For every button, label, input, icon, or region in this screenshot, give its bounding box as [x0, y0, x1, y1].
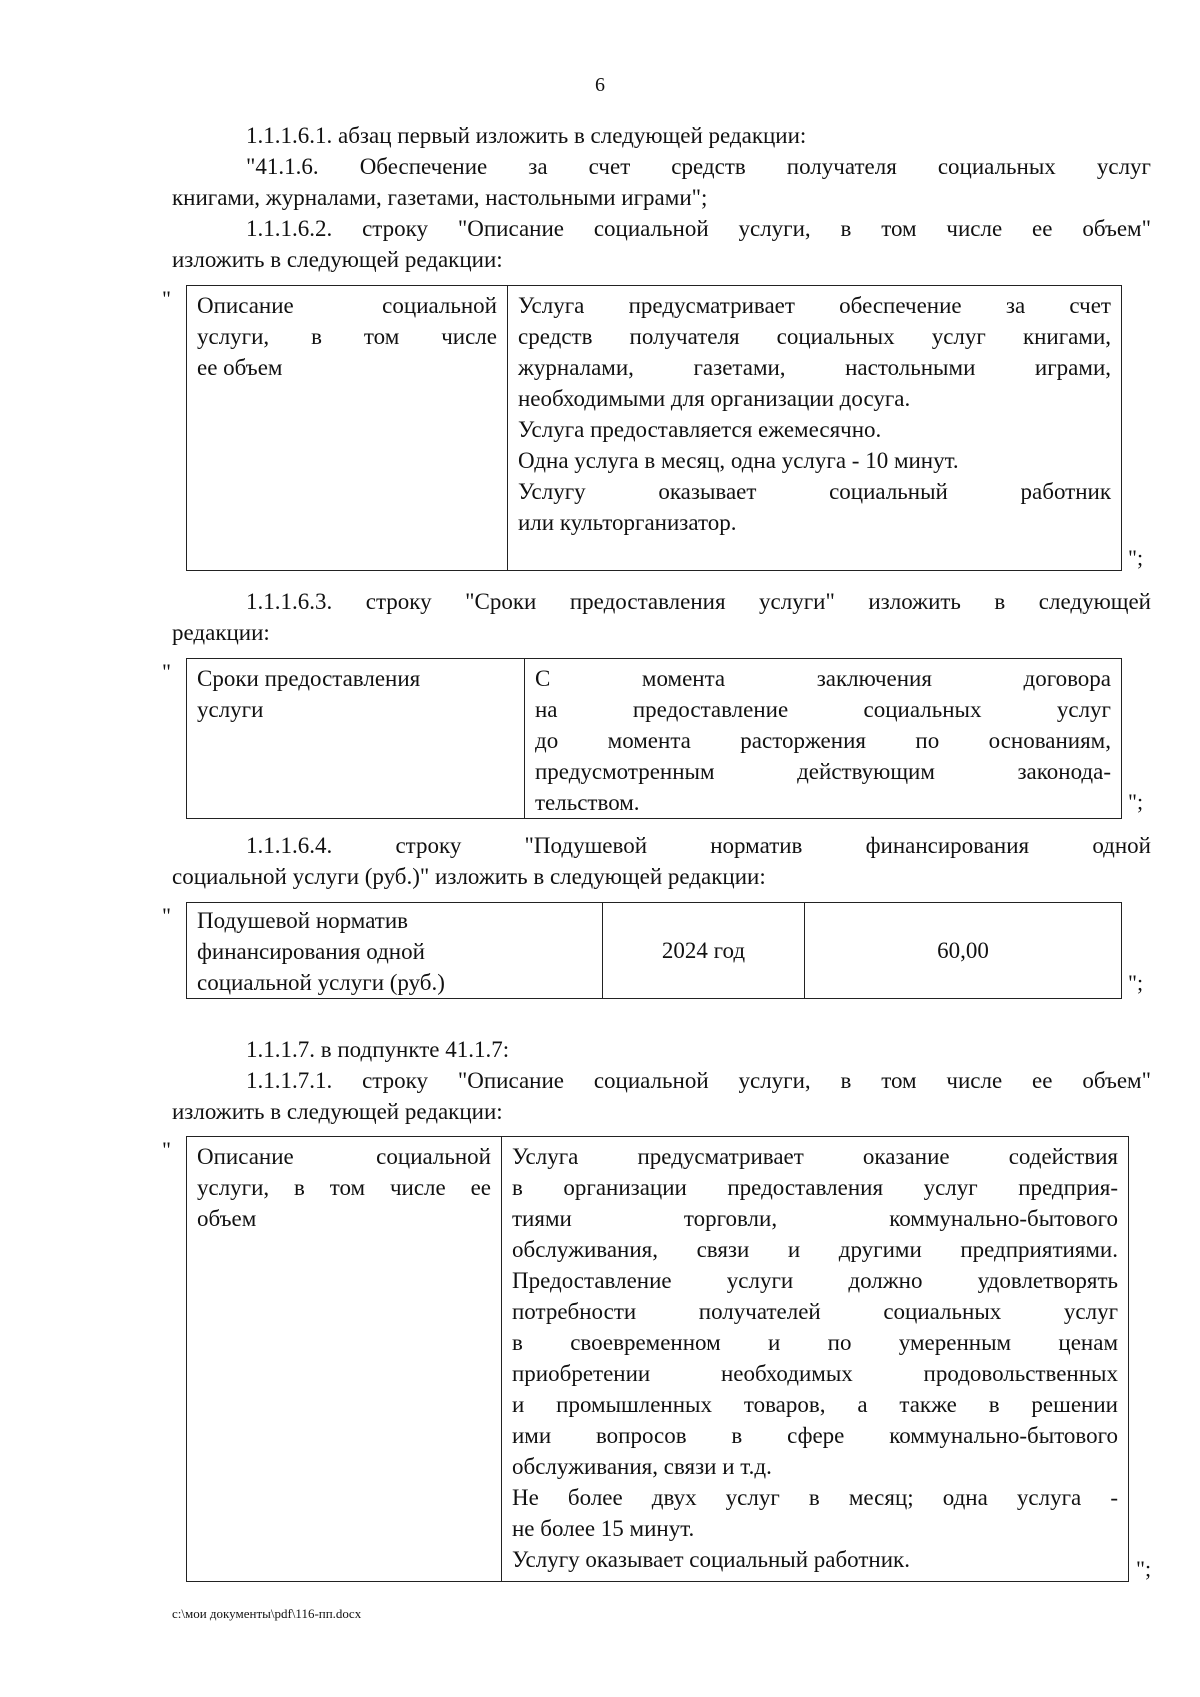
table-2-value-cell	[525, 659, 1122, 819]
table-1-value-line: Услуга предусматривает обеспечение за счет	[518, 293, 1111, 318]
table-1-service-description	[186, 285, 1122, 571]
table-4-label-cell	[187, 1137, 502, 1582]
table-4-value-line: обслуживания, связи и т.д.	[512, 1454, 772, 1479]
table-2-value-line: предусмотренным действующим законода-	[535, 759, 1111, 784]
table-1-label-line: Описание социальной	[197, 293, 497, 318]
paragraph-1-1-1-6-2-line1: 1.1.1.6.2. строку "Описание социальной услуги, в том числе ее объем"	[246, 216, 1151, 241]
page-number: 6	[595, 74, 605, 96]
table-4-close-quote: ";	[1136, 1556, 1152, 1581]
paragraph-1-1-1-6-1: 1.1.1.6.1. абзац первый изложить в следующей редакции:	[246, 123, 807, 148]
table-4-label-line: услуги, в том числе ее	[197, 1175, 491, 1200]
table-4-value-line: Услугу оказывает социальный работник.	[512, 1547, 910, 1572]
table-3-label-line: социальной услуги (руб.)	[197, 970, 445, 995]
paragraph-1-1-1-7-1-line2: изложить в следующей редакции:	[172, 1099, 503, 1124]
table-4-value-line: Предоставление услуги должно удовлетворять	[512, 1268, 1118, 1293]
table-4-label-line: объем	[197, 1206, 257, 1231]
table-2-value-line: до момента расторжения по основаниям,	[535, 728, 1111, 753]
table-4-value-line: приобретении необходимых продовольственных	[512, 1361, 1118, 1386]
table-3-financing-norm	[186, 902, 1122, 999]
table-1-value-line: необходимыми для организации досуга.	[518, 386, 911, 411]
file-path-footer: c:\мои документы\pdf\116-пп.docx	[172, 1606, 362, 1621]
table-2-service-terms	[186, 658, 1122, 819]
table-1-value-line: Услугу оказывает социальный работник	[518, 479, 1111, 504]
table-2-value-line: тельством.	[535, 790, 640, 815]
table-3-amount: 60,00	[937, 938, 989, 963]
table-3-close-quote: ";	[1128, 970, 1144, 995]
table-4-value-cell	[502, 1137, 1129, 1582]
table-1-value-cell	[508, 286, 1122, 571]
table-1-close-quote: ";	[1128, 545, 1144, 570]
table-4-value-line: и промышленных товаров, а также в решении	[512, 1392, 1118, 1417]
table-4-value-line: в своевременном и по умеренным ценам	[512, 1330, 1118, 1355]
table-1-label-cell	[187, 286, 508, 571]
table-4-label-line: Описание социальной	[197, 1144, 491, 1169]
paragraph-quote-41-1-6-line1: "41.1.6. Обеспечение за счет средств получателя социальных услуг	[246, 154, 1151, 179]
table-1-value-line: журналами, газетами, настольными играми,	[518, 355, 1111, 380]
table-3-year-cell	[603, 903, 805, 999]
table-2-label-line: Сроки предоставления	[197, 666, 421, 691]
table-1-value-line: Одна услуга в месяц, одна услуга - 10 минут.	[518, 448, 959, 473]
table-4-value-line: в организации предоставления услуг предприя-	[512, 1175, 1118, 1200]
table-4-open-quote: "	[162, 1137, 171, 1162]
table-1-value-line: Услуга предоставляется ежемесячно.	[518, 417, 882, 442]
table-4-service-description	[186, 1136, 1129, 1582]
paragraph-1-1-1-6-4-line2: социальной услуги (руб.)" изложить в следующей редакции:	[172, 864, 766, 889]
table-2-open-quote: "	[162, 659, 171, 684]
table-3-open-quote: "	[162, 903, 171, 928]
table-1-value-line: или культорганизатор.	[518, 510, 737, 535]
table-3-label-cell	[187, 903, 603, 999]
paragraph-1-1-1-6-3-line2: редакции:	[172, 620, 270, 645]
paragraph-1-1-1-6-2-line2: изложить в следующей редакции:	[172, 247, 503, 272]
paragraph-1-1-1-7-1-line1: 1.1.1.7.1. строку "Описание социальной услуги, в том числе ее объем"	[246, 1068, 1151, 1093]
table-2-label-line: услуги	[197, 697, 264, 722]
table-2-value-line: С момента заключения договора	[535, 666, 1111, 691]
table-4-value-line: не более 15 минут.	[512, 1516, 695, 1541]
table-1-label-line: услуги, в том числе	[197, 324, 497, 349]
table-2-label-cell	[187, 659, 525, 819]
table-1-value-line: средств получателя социальных услуг книгами,	[518, 324, 1111, 349]
table-4-value-line: Не более двух услуг в месяц; одна услуга -	[512, 1485, 1118, 1510]
paragraph-1-1-1-7: 1.1.1.7. в подпункте 41.1.7:	[246, 1037, 510, 1062]
table-4-value-line: обслуживания, связи и другими предприятиями.	[512, 1237, 1118, 1262]
paragraph-1-1-1-6-4-line1: 1.1.1.6.4. строку "Подушевой норматив финансирования одной	[246, 833, 1151, 858]
paragraph-quote-41-1-6-line2: книгами, журналами, газетами, настольными играми";	[172, 185, 708, 210]
paragraph-1-1-1-6-3-line1: 1.1.1.6.3. строку "Сроки предоставления услуги" изложить в следующей	[246, 589, 1151, 614]
table-4-value-line: ими вопросов в сфере коммунально-бытового	[512, 1423, 1118, 1448]
table-2-value-line: на предоставление социальных услуг	[535, 697, 1111, 722]
table-4-value-line: потребности получателей социальных услуг	[512, 1299, 1118, 1324]
table-2-close-quote: ";	[1128, 789, 1144, 814]
table-3-label-line: финансирования одной	[197, 939, 425, 964]
table-3-label-line: Подушевой норматив	[197, 908, 409, 933]
table-1-label-line: ее объем	[197, 355, 283, 380]
table-4-value-line: Услуга предусматривает оказание содействия	[512, 1144, 1118, 1169]
table-3-amount-cell	[805, 903, 1122, 999]
table-1-open-quote: "	[162, 286, 171, 311]
table-3-year: 2024 год	[661, 938, 746, 963]
table-4-value-line: тиями торговли, коммунально-бытового	[512, 1206, 1118, 1231]
